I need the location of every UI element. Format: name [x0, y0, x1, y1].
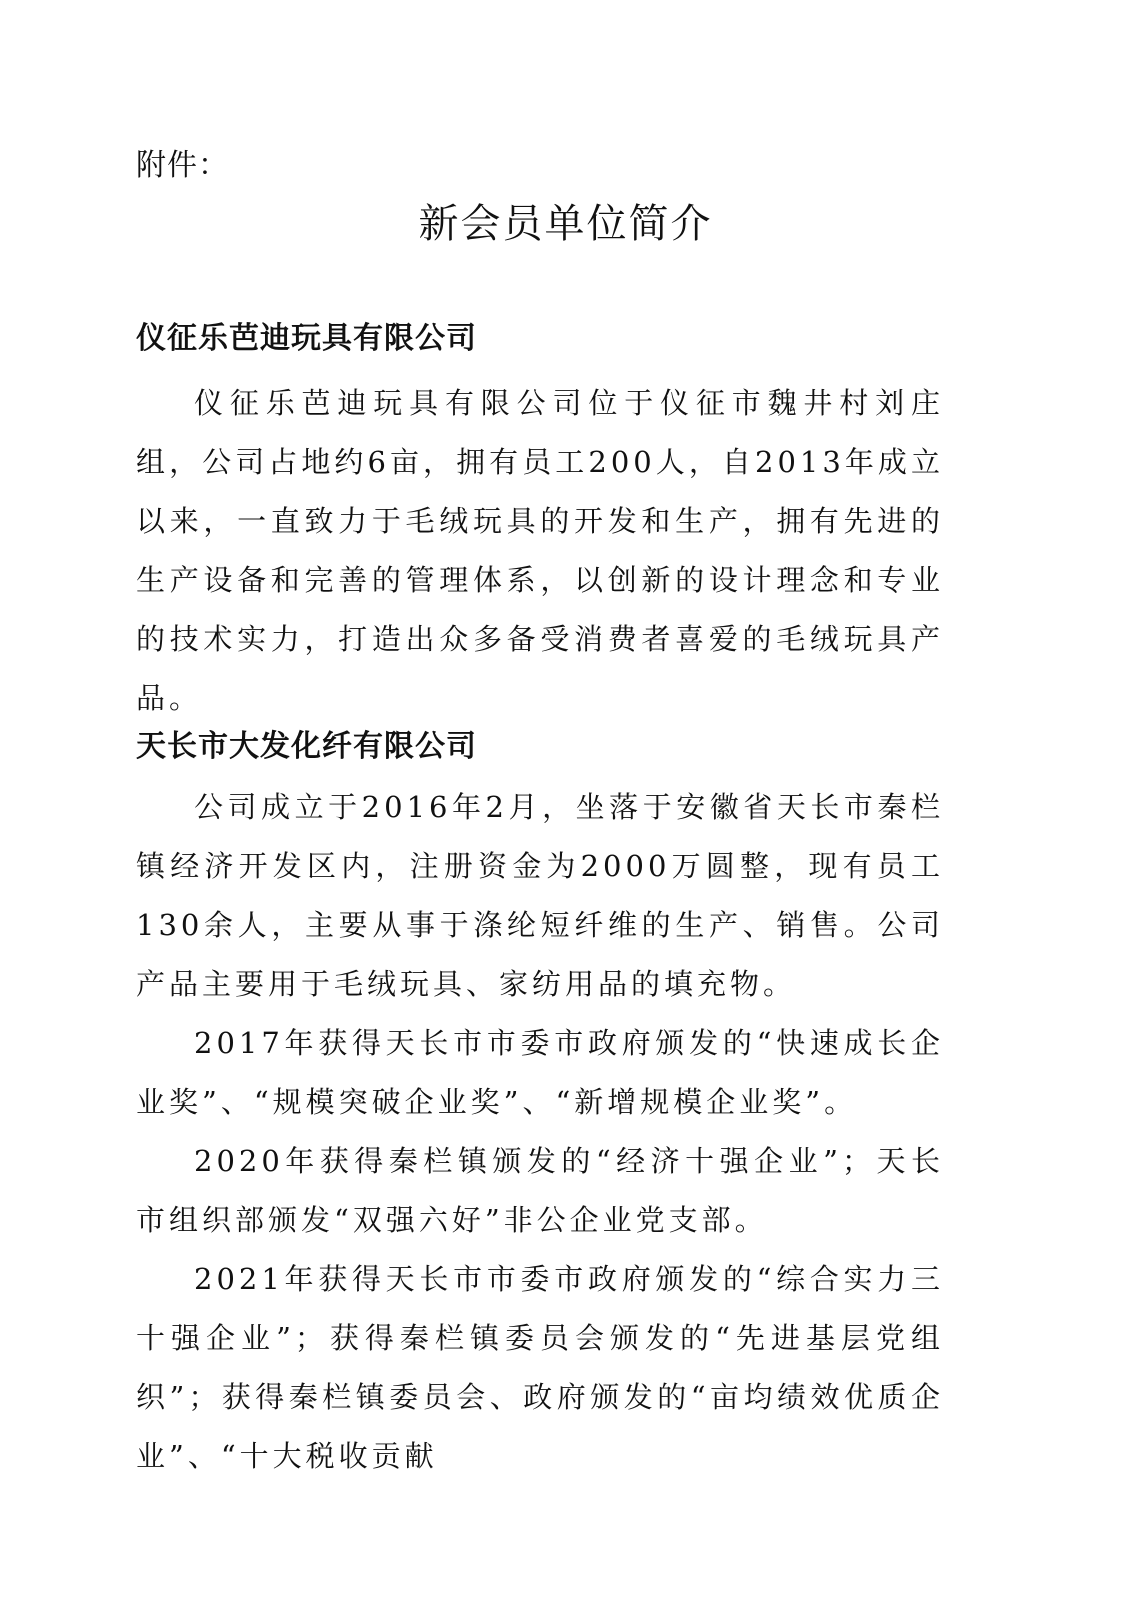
award-paragraph-2020: 2020年获得秦栏镇颁发的“经济十强企业”；天长市组织部颁发“双强六好”非公企业党支部。 — [136, 1144, 944, 1237]
company-description: 公司成立于2016年2月，坐落于安徽省天长市秦栏镇经济开发区内，注册资金为2000万圆整，现有员工130余人，主要从事于涤纶短纤维的生产、销售。公司产品主要用于毛绒玩具、家纺用品的填充物。 — [136, 790, 944, 1001]
company-name: 天长市大发化纤有限公司 — [136, 729, 477, 764]
attachment-label: 附件： — [136, 148, 229, 183]
award-paragraph-2021: 2021年获得天长市市委市政府颁发的“综合实力三十强企业”；获得秦栏镇委员会颁发的“先进基层党组织”；获得秦栏镇委员会、政府颁发的“亩均绩效优质企业”、“十大税收贡献 — [136, 1262, 944, 1473]
company-description: 仪征乐芭迪玩具有限公司位于仪征市魏井村刘庄组，公司占地约6亩，拥有员工200人，自2013年成立以来，一直致力于毛绒玩具的开发和生产，拥有先进的生产设备和完善的管理体系，以创新的设计理念和专业的技术实力，打造出众多备受消费者喜爱的毛绒玩具产品。 — [136, 386, 944, 715]
company-name: 仪征乐芭迪玩具有限公司 — [136, 321, 477, 356]
company-section-lebadi — [136, 318, 996, 728]
company-section-dafa — [136, 726, 996, 1486]
page-title: 新会员单位简介 — [418, 201, 713, 247]
award-paragraph-2017: 2017年获得天长市市委市政府颁发的“快速成长企业奖”、“规模突破企业奖”、“新增规模企业奖”。 — [136, 1026, 944, 1119]
